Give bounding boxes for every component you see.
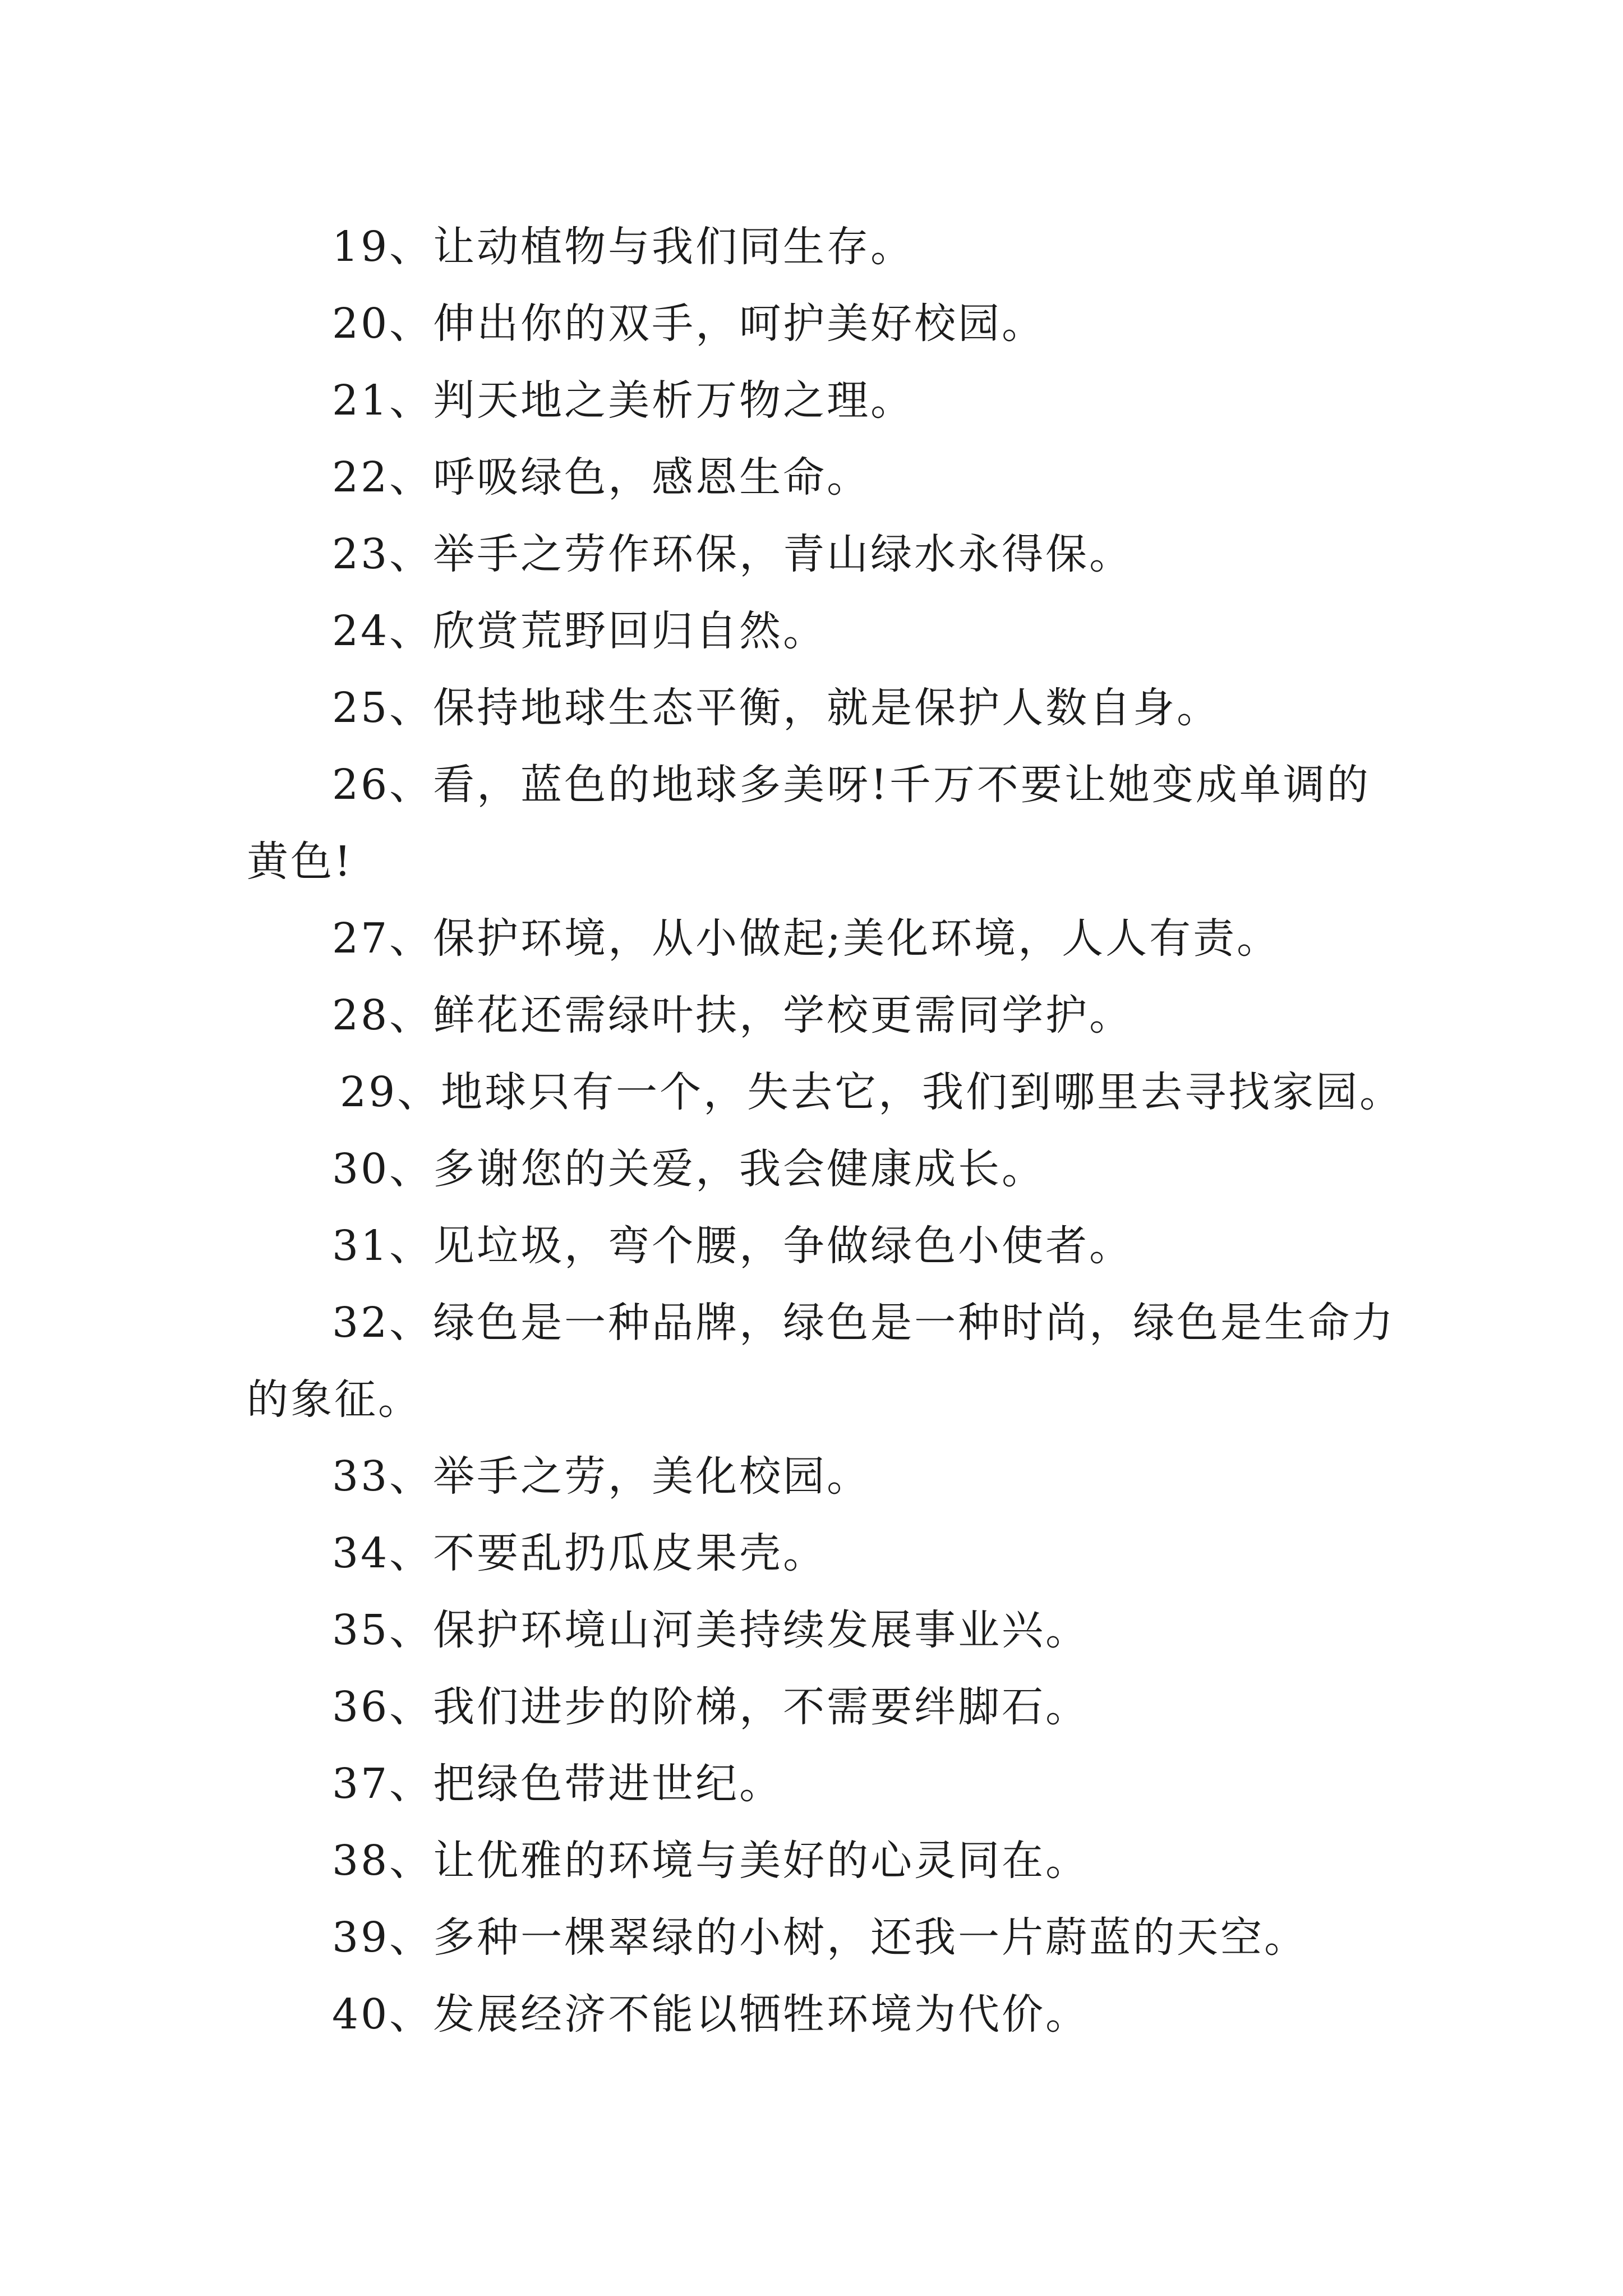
list-item: 32、绿色是一种品牌，绿色是一种时尚，绿色是生命力	[332, 1299, 1396, 1347]
list-item: 25、保持地球生态平衡，就是保护人数自身。	[332, 684, 1221, 732]
list-item-continuation: 的象征。	[247, 1375, 422, 1424]
list-item: 29、地球只有一个，失去它，我们到哪里去寻找家园。	[340, 1068, 1404, 1116]
list-item: 26、看，蓝色的地球多美呀!千万不要让她变成单调的	[332, 761, 1371, 809]
list-item: 33、举手之劳，美化校园。	[332, 1452, 871, 1501]
list-item: 21、判天地之美析万物之理。	[332, 376, 915, 425]
slogan-list	[247, 209, 1408, 2053]
list-item: 31、见垃圾，弯个腰，争做绿色小使者。	[332, 1222, 1133, 1270]
list-item: 24、欣赏荒野回归自然。	[332, 607, 827, 655]
list-item: 36、我们进步的阶梯，不需要绊脚石。	[332, 1683, 1090, 1731]
list-item-continuation: 黄色!	[247, 838, 353, 886]
list-item: 37、把绿色带进世纪。	[332, 1760, 783, 1808]
list-item: 40、发展经济不能以牺牲环境为代价。	[332, 1990, 1090, 2039]
list-item: 34、不要乱扔瓜皮果壳。	[332, 1529, 827, 1577]
list-item: 28、鲜花还需绿叶扶，学校更需同学护。	[332, 991, 1133, 1039]
list-item: 39、多种一棵翠绿的小树，还我一片蔚蓝的天空。	[332, 1913, 1308, 1962]
list-item: 27、保护环境，从小做起;美化环境，人人有责。	[332, 914, 1281, 963]
list-item: 35、保护环境山河美持续发展事业兴。	[332, 1606, 1090, 1654]
list-item: 20、伸出你的双手，呵护美好校园。	[332, 300, 1046, 348]
list-item: 30、多谢您的关爱，我会健康成长。	[332, 1145, 1046, 1193]
list-item: 22、呼吸绿色，感恩生命。	[332, 453, 871, 501]
list-item: 38、让优雅的环境与美好的心灵同在。	[332, 1837, 1090, 1885]
list-item: 19、让动植物与我们同生存。	[332, 223, 915, 271]
list-item: 23、举手之劳作环保，青山绿水永得保。	[332, 530, 1133, 578]
